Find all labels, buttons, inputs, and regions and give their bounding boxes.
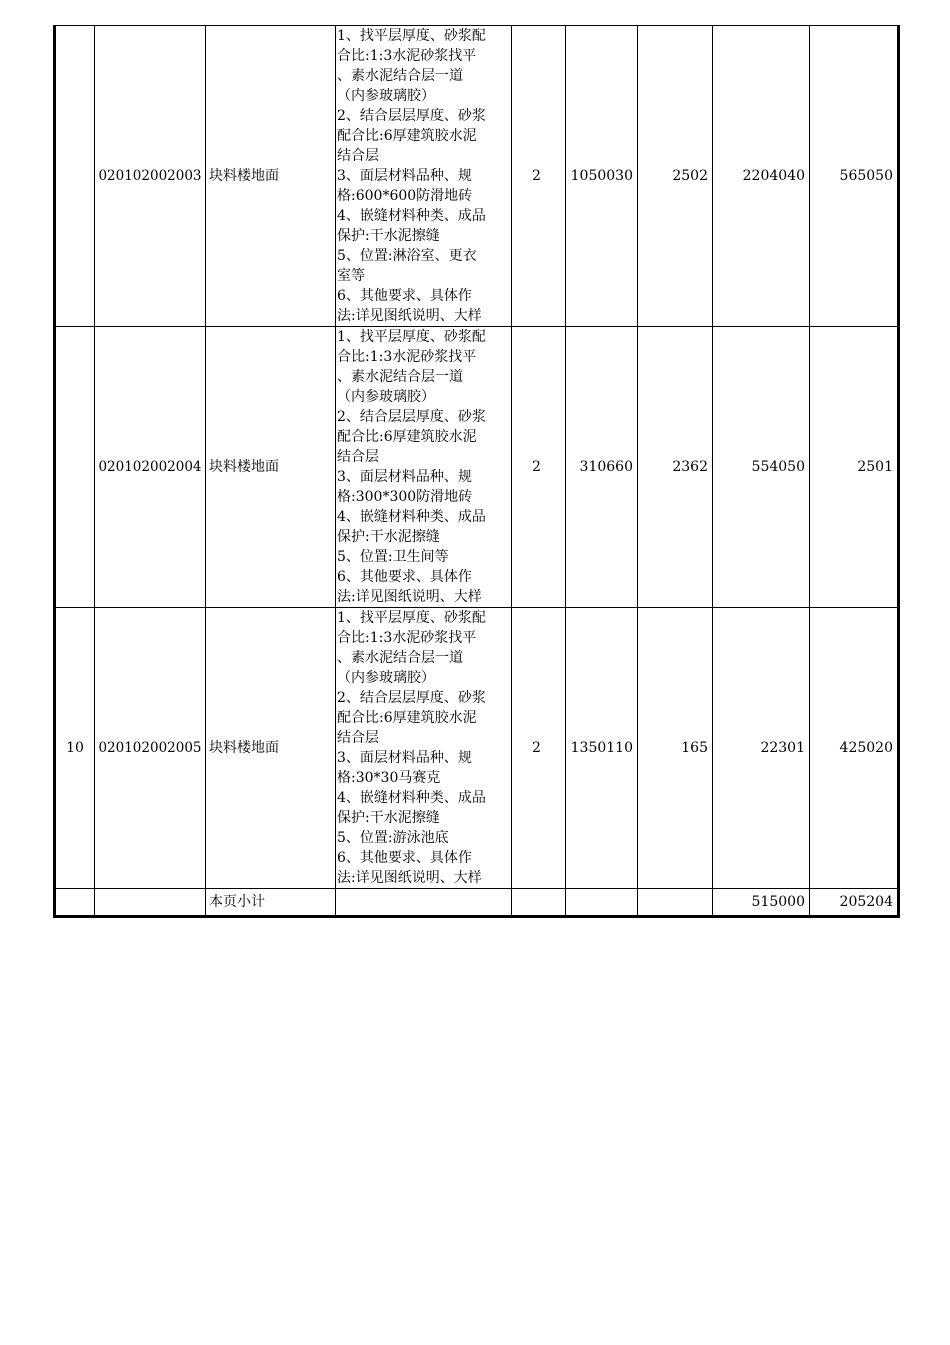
description-line: 5、位置:游泳池底 (337, 830, 449, 846)
description-line: 室等 (337, 268, 365, 284)
item-total: 554050 (713, 327, 810, 608)
empty-cell (512, 889, 566, 917)
item-extra-value: 565050 (810, 26, 899, 327)
empty-cell (95, 889, 206, 917)
empty-cell (638, 889, 713, 917)
description-line: 合比:1:3水泥砂浆找平 (337, 349, 477, 365)
description-line: 1、找平层厚度、砂浆配 (337, 28, 486, 44)
description-line: 4、嵌缝材料种类、成品 (337, 790, 486, 806)
description-line: 合比:1:3水泥砂浆找平 (337, 630, 477, 646)
description-line: 6、其他要求、具体作 (337, 850, 472, 866)
item-code: 020102002005 (95, 608, 206, 889)
item-total: 2204040 (713, 26, 810, 327)
description-line: 3、面层材料品种、规 (337, 168, 472, 184)
item-name: 块料楼地面 (206, 608, 336, 889)
description-line: 保护:干水泥擦缝 (337, 529, 440, 545)
description-line: 配合比:6厚建筑胶水泥 (337, 429, 477, 445)
subtotal-extra-value: 205204 (810, 889, 899, 917)
description-line: 6、其他要求、具体作 (337, 569, 472, 585)
item-quantity: 1350110 (566, 608, 638, 889)
item-unit: 2 (512, 26, 566, 327)
description-line: 4、嵌缝材料种类、成品 (337, 208, 486, 224)
description-line: 、素水泥结合层一道 (337, 68, 463, 84)
description-line: 法:详见图纸说明、大样 (337, 589, 482, 605)
item-extra-value: 2501 (810, 327, 899, 608)
description-line: 6、其他要求、具体作 (337, 288, 472, 304)
item-description (336, 26, 512, 327)
description-line: （内参玻璃胶） (337, 88, 435, 104)
description-line: 、素水泥结合层一道 (337, 650, 463, 666)
description-line: 法:详见图纸说明、大样 (337, 308, 482, 324)
description-line: 2、结合层层厚度、砂浆 (337, 108, 486, 124)
item-unit: 2 (512, 608, 566, 889)
item-unit-price: 2502 (638, 26, 713, 327)
description-line: 3、面层材料品种、规 (337, 469, 472, 485)
item-name: 块料楼地面 (206, 26, 336, 327)
description-line: 格:600*600防滑地砖 (337, 188, 473, 204)
item-name: 块料楼地面 (206, 327, 336, 608)
subtotal-label: 本页小计 (206, 889, 336, 917)
table-row (55, 608, 899, 889)
item-total: 22301 (713, 608, 810, 889)
item-quantity: 310660 (566, 327, 638, 608)
description-line: 配合比:6厚建筑胶水泥 (337, 128, 477, 144)
description-line: 2、结合层层厚度、砂浆 (337, 409, 486, 425)
description-line: （内参玻璃胶） (337, 670, 435, 686)
description-line: 结合层 (337, 730, 379, 746)
description-line: 5、位置:卫生间等 (337, 549, 449, 565)
item-code: 020102002004 (95, 327, 206, 608)
table-row (55, 26, 899, 327)
bill-of-quantities-table (53, 25, 900, 918)
empty-cell (566, 889, 638, 917)
empty-cell (336, 889, 512, 917)
item-code: 020102002003 (95, 26, 206, 327)
description-line: 4、嵌缝材料种类、成品 (337, 509, 486, 525)
item-unit-price: 2362 (638, 327, 713, 608)
description-line: 合比:1:3水泥砂浆找平 (337, 48, 477, 64)
description-line: 结合层 (337, 449, 379, 465)
description-line: 1、找平层厚度、砂浆配 (337, 329, 486, 345)
subtotal-row (55, 889, 899, 917)
item-quantity: 1050030 (566, 26, 638, 327)
table-row (55, 327, 899, 608)
description-line: （内参玻璃胶） (337, 389, 435, 405)
description-line: 保护:干水泥擦缝 (337, 228, 440, 244)
item-unit-price: 165 (638, 608, 713, 889)
item-unit: 2 (512, 327, 566, 608)
description-line: 、素水泥结合层一道 (337, 369, 463, 385)
description-line: 结合层 (337, 148, 379, 164)
item-number (55, 327, 95, 608)
description-line: 5、位置:淋浴室、更衣 (337, 248, 477, 264)
description-line: 3、面层材料品种、规 (337, 750, 472, 766)
item-description (336, 327, 512, 608)
subtotal-total: 515000 (713, 889, 810, 917)
description-line: 格:300*300防滑地砖 (337, 489, 473, 505)
item-extra-value: 425020 (810, 608, 899, 889)
description-line: 2、结合层层厚度、砂浆 (337, 690, 486, 706)
description-line: 保护:干水泥擦缝 (337, 810, 440, 826)
description-line: 法:详见图纸说明、大样 (337, 870, 482, 886)
item-number (55, 26, 95, 327)
item-description (336, 608, 512, 889)
empty-cell (55, 889, 95, 917)
description-line: 配合比:6厚建筑胶水泥 (337, 710, 477, 726)
description-line: 格:30*30马赛克 (337, 770, 441, 786)
item-number: 10 (55, 608, 95, 889)
description-line: 1、找平层厚度、砂浆配 (337, 610, 486, 626)
